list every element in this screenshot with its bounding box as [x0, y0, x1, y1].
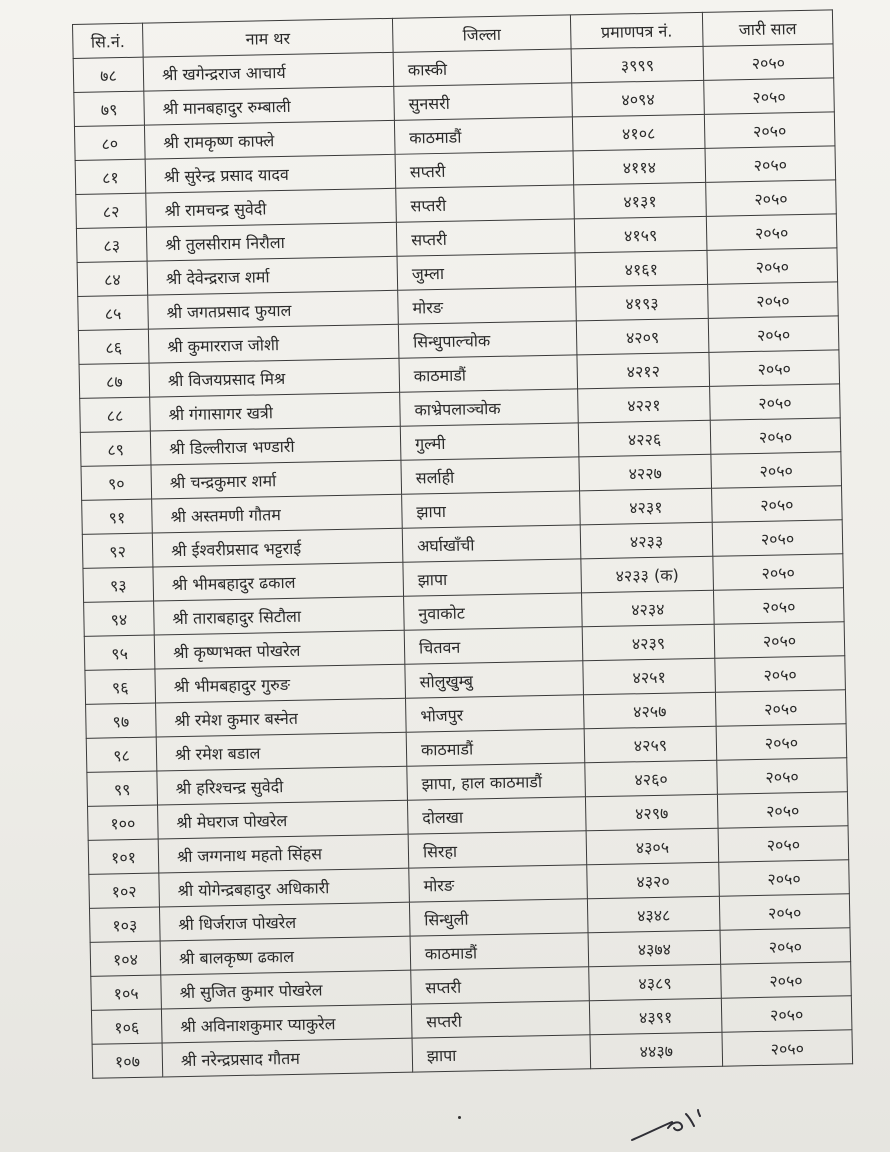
cell-certificate-no: ४०९४ — [572, 80, 705, 117]
cell-issue-year: २०५० — [707, 248, 838, 284]
cell-certificate-no: ३९९९ — [571, 46, 704, 83]
cell-issue-year: २०५० — [712, 520, 843, 556]
cell-district: सिरहा — [408, 831, 587, 868]
cell-name: श्री योगेन्द्रबहादुर अधिकारी — [159, 868, 410, 907]
cell-name: श्री डिल्लीराज भण्डारी — [150, 426, 401, 465]
cell-district: सप्तरी — [396, 219, 575, 256]
signature-mark — [628, 1100, 708, 1145]
cell-serial: ७८ — [73, 57, 144, 92]
cell-serial: ७९ — [74, 91, 145, 126]
certificate-table-wrapper — [72, 9, 852, 1078]
cell-issue-year: २०५० — [712, 486, 843, 522]
cell-certificate-no: ४२२६ — [578, 420, 711, 457]
cell-name: श्री जगतप्रसाद फुयाल — [148, 290, 399, 329]
header-name: नाम थर — [142, 18, 393, 57]
cell-name: श्री खगेन्द्रराज आचार्य — [143, 52, 394, 91]
cell-district: दोलखा — [407, 797, 586, 834]
cell-certificate-no: ४४३७ — [590, 1032, 723, 1069]
cell-district: काभ्रेपलाञ्चोक — [400, 389, 579, 426]
cell-issue-year: २०५० — [720, 928, 851, 964]
cell-name: श्री हरिश्चन्द्र सुवेदी — [157, 766, 408, 805]
cell-certificate-no: ४२०९ — [576, 318, 709, 355]
header-issue-year: जारी साल — [702, 10, 833, 46]
cell-district: सप्तरी — [396, 185, 575, 222]
cell-district: काठमाडौं — [399, 355, 578, 392]
cell-district: सुनसरी — [394, 83, 573, 120]
cell-district: झापा — [402, 491, 581, 528]
cell-serial: ९० — [81, 465, 152, 500]
cell-district: सप्तरी — [411, 967, 590, 1004]
cell-issue-year: २०५० — [721, 996, 852, 1032]
cell-name: श्री ताराबहादुर सिटौला — [154, 596, 405, 635]
cell-district: मोरङ — [398, 287, 577, 324]
cell-certificate-no: ४२२७ — [579, 454, 712, 491]
cell-name: श्री रामकृष्ण काफ्ले — [144, 120, 395, 159]
cell-serial: ८२ — [76, 193, 147, 228]
cell-district: सप्तरी — [395, 151, 574, 188]
cell-certificate-no: ४३८९ — [589, 964, 722, 1001]
cell-name: श्री गंगासागर खत्री — [150, 392, 401, 431]
cell-serial: १०६ — [91, 1009, 162, 1044]
cell-certificate-no: ४२५१ — [583, 658, 716, 695]
certificate-table — [72, 9, 853, 1078]
cell-district: नुवाकोट — [404, 593, 583, 630]
cell-certificate-no: ४१३१ — [574, 182, 707, 219]
cell-serial: ८७ — [79, 363, 150, 398]
cell-district: सोलुखुम्बु — [405, 661, 584, 698]
cell-certificate-no: ४१९३ — [576, 284, 709, 321]
cell-issue-year: २०५० — [704, 112, 835, 148]
cell-certificate-no: ४२३३ (क) — [581, 556, 714, 593]
cell-certificate-no: ४२६० — [585, 760, 718, 797]
cell-name: श्री अस्तमणी गौतम — [152, 494, 403, 533]
cell-serial: ९५ — [84, 635, 155, 670]
cell-certificate-no: ४३९१ — [589, 998, 722, 1035]
cell-name: श्री मानबहादुर रुम्बाली — [144, 86, 395, 125]
cell-name: श्री कुमारराज जोशी — [148, 324, 399, 363]
cell-issue-year: २०५० — [710, 418, 841, 454]
cell-certificate-no: ४१६१ — [575, 250, 708, 287]
cell-district: सिन्धुली — [409, 899, 588, 936]
cell-serial: ९८ — [86, 737, 157, 772]
cell-district: अर्घाखाँची — [402, 525, 581, 562]
cell-serial: १०३ — [89, 907, 160, 942]
cell-district: काठमाडौं — [406, 729, 585, 766]
cell-district: काठमाडौं — [394, 117, 573, 154]
cell-name: श्री मेघराज पोखरेल — [158, 800, 409, 839]
cell-certificate-no: ४२३१ — [580, 488, 713, 525]
cell-certificate-no: ४३२० — [587, 862, 720, 899]
cell-issue-year: २०५० — [717, 758, 848, 794]
cell-issue-year: २०५० — [719, 894, 850, 930]
cell-issue-year: २०५० — [716, 724, 847, 760]
cell-name: श्री रमेश कुमार बस्नेत — [156, 698, 407, 737]
cell-certificate-no: ४१५९ — [574, 216, 707, 253]
cell-name: श्री धिर्जराज पोखरेल — [159, 902, 410, 941]
cell-district: झापा, हाल काठमाडौं — [407, 763, 586, 800]
cell-serial: ९९ — [87, 771, 158, 806]
cell-serial: ९७ — [86, 703, 157, 738]
cell-issue-year: २०५० — [708, 316, 839, 352]
cell-district: जुम्ला — [397, 253, 576, 290]
cell-issue-year: २०५० — [706, 214, 837, 250]
cell-district: काठमाडौं — [410, 933, 589, 970]
cell-issue-year: २०५० — [719, 860, 850, 896]
cell-certificate-no: ४२२१ — [578, 386, 711, 423]
cell-district: झापा — [412, 1035, 591, 1072]
cell-serial: १०४ — [90, 941, 161, 976]
cell-serial: १०५ — [91, 975, 162, 1010]
cell-issue-year: २०५० — [722, 1030, 853, 1066]
cell-name: श्री तुलसीराम निरौला — [146, 222, 397, 261]
cell-name: श्री रमेश बडाल — [156, 732, 407, 771]
cell-district: सप्तरी — [411, 1001, 590, 1038]
cell-certificate-no: ४२३४ — [582, 590, 715, 627]
cell-district: सर्लाही — [401, 457, 580, 494]
header-district: जिल्ला — [392, 15, 571, 52]
cell-certificate-no: ४३७४ — [588, 930, 721, 967]
cell-issue-year: २०५० — [709, 350, 840, 386]
cell-certificate-no: ४१०८ — [572, 114, 705, 151]
cell-certificate-no: ४२३३ — [580, 522, 713, 559]
cell-name: श्री सुजित कुमार पोखरेल — [161, 970, 412, 1009]
cell-district: सिन्धुपाल्चोक — [398, 321, 577, 358]
cell-issue-year: २०५० — [718, 826, 849, 862]
cell-issue-year: २०५० — [705, 146, 836, 182]
cell-certificate-no: ४२३९ — [582, 624, 715, 661]
cell-name: श्री नरेन्द्रप्रसाद गौतम — [162, 1038, 413, 1077]
cell-certificate-no: ४२५९ — [584, 726, 717, 763]
cell-serial: ९२ — [82, 533, 153, 568]
ink-dot — [458, 1116, 461, 1119]
cell-serial: ८० — [74, 125, 145, 160]
cell-serial: ८३ — [76, 227, 147, 262]
cell-certificate-no: ४११४ — [573, 148, 706, 185]
cell-issue-year: २०५० — [713, 588, 844, 624]
cell-serial: ९६ — [85, 669, 156, 704]
cell-name: श्री देवेन्द्रराज शर्मा — [147, 256, 398, 295]
header-certificate-no: प्रमाणपत्र नं. — [570, 12, 703, 49]
cell-serial: ९३ — [83, 567, 154, 602]
cell-issue-year: २०५० — [711, 452, 842, 488]
cell-district: गुल्मी — [400, 423, 579, 460]
cell-issue-year: २०५० — [714, 622, 845, 658]
table-body — [73, 44, 852, 1078]
cell-district: कास्की — [393, 49, 572, 86]
cell-district: मोरङ — [409, 865, 588, 902]
cell-name: श्री सुरेन्द्र प्रसाद यादव — [145, 154, 396, 193]
cell-issue-year: २०५० — [715, 656, 846, 692]
cell-name: श्री बालकृष्ण ढकाल — [160, 936, 411, 975]
cell-district: चितवन — [404, 627, 583, 664]
cell-name: श्री जग्गनाथ महतो सिंहस — [158, 834, 409, 873]
cell-serial: १०१ — [88, 839, 159, 874]
cell-issue-year: २०५० — [706, 180, 837, 216]
cell-serial: ८४ — [77, 261, 148, 296]
cell-serial: १०२ — [89, 873, 160, 908]
cell-serial: १०० — [88, 805, 159, 840]
header-serial: सि.नं. — [73, 23, 144, 58]
cell-issue-year: २०५० — [708, 282, 839, 318]
cell-serial: ८६ — [78, 329, 149, 364]
cell-certificate-no: ४२९७ — [585, 794, 718, 831]
cell-serial: ९४ — [84, 601, 155, 636]
cell-issue-year: २०५० — [717, 792, 848, 828]
cell-certificate-no: ४३४८ — [587, 896, 720, 933]
cell-issue-year: २०५० — [715, 690, 846, 726]
cell-certificate-no: ४२१२ — [577, 352, 710, 389]
cell-serial: ९१ — [82, 499, 153, 534]
cell-district: झापा — [403, 559, 582, 596]
cell-serial: १०७ — [92, 1043, 163, 1078]
cell-name: श्री अविनाशकुमार प्याकुरेल — [161, 1004, 412, 1043]
cell-issue-year: २०५० — [703, 44, 834, 80]
cell-district: भोजपुर — [406, 695, 585, 732]
cell-name: श्री चन्द्रकुमार शर्मा — [151, 460, 402, 499]
cell-issue-year: २०५० — [713, 554, 844, 590]
cell-serial: ८१ — [75, 159, 146, 194]
cell-issue-year: २०५० — [704, 78, 835, 114]
cell-name: श्री भीमबहादुर गुरुङ — [155, 664, 406, 703]
cell-serial: ८५ — [78, 295, 149, 330]
cell-issue-year: २०५० — [710, 384, 841, 420]
cell-certificate-no: ४२५७ — [583, 692, 716, 729]
cell-serial: ८९ — [80, 431, 151, 466]
cell-name: श्री कृष्णभक्त पोखरेल — [154, 630, 405, 669]
cell-name: श्री भीमबहादुर ढकाल — [153, 562, 404, 601]
cell-certificate-no: ४३०५ — [586, 828, 719, 865]
cell-name: श्री विजयप्रसाद मिश्र — [149, 358, 400, 397]
cell-name: श्री रामचन्द्र सुवेदी — [146, 188, 397, 227]
cell-issue-year: २०५० — [721, 962, 852, 998]
cell-serial: ८८ — [80, 397, 151, 432]
cell-name: श्री ईश्वरीप्रसाद भट्टराई — [152, 528, 403, 567]
